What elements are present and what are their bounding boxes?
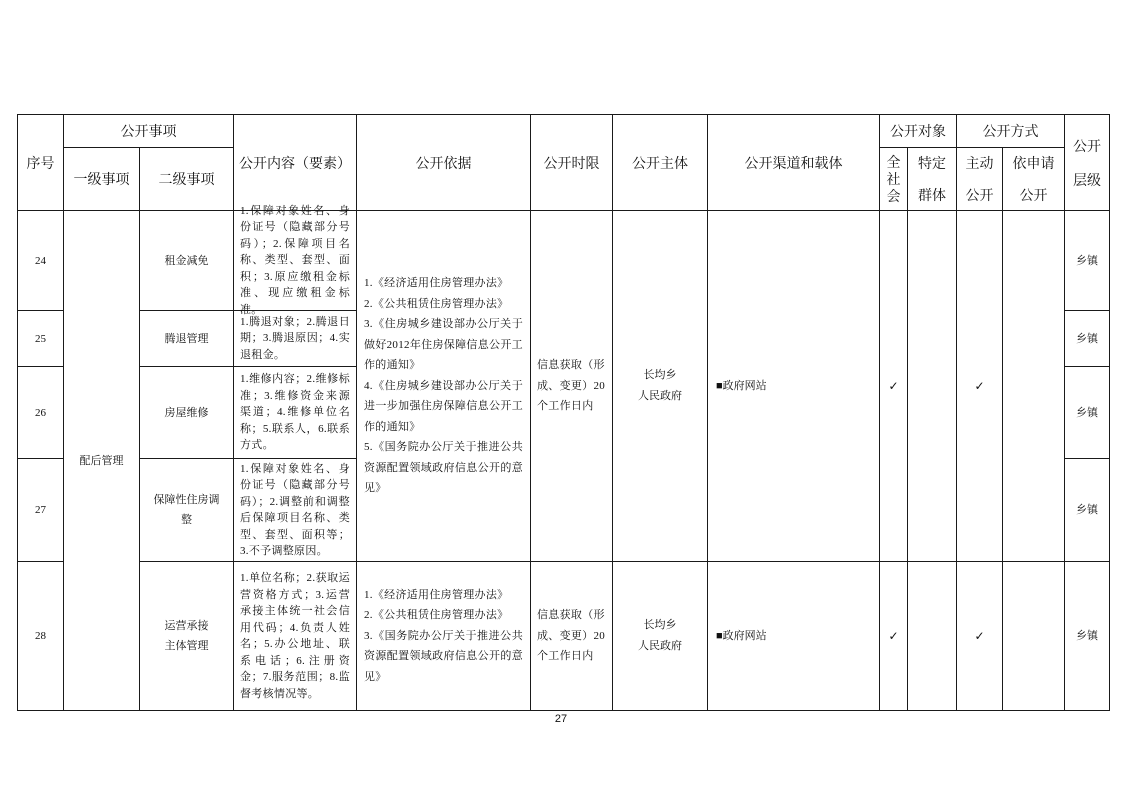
header-mode-active [957, 148, 1003, 211]
row-27-content [234, 459, 357, 562]
row-24-seq [18, 211, 64, 311]
disclosure-table [17, 114, 1110, 711]
row-25-content [234, 311, 357, 367]
level-text: 乡镇 [1076, 332, 1098, 345]
subject-line1: 长均乡 [643, 369, 677, 381]
row-27-level2 [140, 459, 234, 562]
header-mode-request [1003, 148, 1065, 211]
group1-mode-active [957, 211, 1003, 562]
content-text: 1.保障对象姓名、身份证号（隐藏部分号码）；2.调整前和调整后保障项目名称、类型、套型、面积等；3.不予调整原因。 [240, 462, 350, 557]
group2-mode-active [957, 562, 1003, 711]
check-mark-icon: ✓ [974, 379, 985, 393]
header-basis [357, 115, 531, 211]
basis-item: 2.《公共租赁住房管理办法》 [364, 297, 509, 310]
level-text: 乡镇 [1076, 254, 1098, 267]
level-text: 乡镇 [1076, 504, 1098, 516]
row-26-level [1065, 367, 1110, 459]
subject-line2: 人民政府 [638, 390, 682, 402]
header-mode-request-line1: 依申请 [1012, 155, 1055, 171]
group1-audience-specific [908, 211, 957, 562]
header-audience-specific [908, 148, 957, 211]
basis-item: 3.《国务院办公厅关于推进公共资源配置领域政府信息公开的意见》 [364, 629, 523, 683]
header-seq-label: 序号 [26, 154, 55, 171]
group1-subject [613, 211, 708, 562]
subject-line1: 长均乡 [643, 619, 677, 631]
header-time-limit-label: 公开时限 [543, 154, 600, 171]
level-text: 乡镇 [1076, 406, 1098, 419]
header-subject [613, 115, 708, 211]
basis-item: 3.《住房城乡建设部办公厅关于做好2012年住房保障信息公开工作的通知》 [364, 318, 523, 372]
level2-item: 保障性住房调整 [153, 494, 220, 526]
level2-item: 租金减免 [164, 254, 209, 267]
seq-number: 28 [35, 630, 46, 642]
basis-item: 4.《住房城乡建设部办公厅关于进一步加强住房保障信息公开工作的通知》 [364, 379, 523, 433]
header-subject-label: 公开主体 [632, 154, 688, 171]
header-audience-all-label: 全社会 [886, 153, 901, 204]
header-mode-active-line1: 主动 [965, 155, 994, 171]
header-channel [708, 115, 880, 211]
basis-item: 1.《经济适用住房管理办法》 [364, 277, 509, 290]
header-audience-all [880, 148, 908, 211]
level1-item-cell [64, 211, 140, 711]
group1-mode-request [1003, 211, 1065, 562]
header-audience-group [880, 115, 957, 148]
subject-line2: 人民政府 [638, 640, 682, 652]
header-level-line2: 层级 [1073, 171, 1101, 188]
row-25-seq [18, 311, 64, 367]
header-level2 [140, 148, 234, 211]
level-text: 乡镇 [1076, 630, 1098, 642]
header-audience-specific-line1: 特定 [918, 155, 946, 171]
header-mode-active-line2: 公开 [965, 187, 994, 203]
header-level [1065, 115, 1110, 211]
row-24-level2 [140, 211, 234, 311]
group1-basis [357, 211, 531, 562]
header-time-limit [531, 115, 613, 211]
content-text: 1.单位名称；2.获取运营资格方式；3.运营承接主体统一社会信用代码；4.负责人姓名；5.办公地址、联系电话；6.注册资金；7.服务范围；8.监督考核情况等。 [240, 572, 350, 700]
row-28-content [234, 562, 357, 711]
seq-number: 26 [35, 406, 46, 419]
time-limit-text: 信息获取（形成、变更）20个工作日内 [537, 609, 606, 663]
row-28-level2 [140, 562, 234, 711]
header-mode-group [957, 115, 1065, 148]
group2-channel [708, 562, 880, 711]
header-mode-group-label: 公开方式 [982, 123, 1039, 139]
row-28-level [1065, 562, 1110, 711]
group2-basis [357, 562, 531, 711]
group2-audience-specific [908, 562, 957, 711]
header-audience-group-label: 公开对象 [890, 123, 946, 139]
row-24-content [234, 204, 357, 316]
header-audience-specific-line2: 群体 [918, 187, 946, 203]
header-channel-label: 公开渠道和载体 [744, 154, 843, 171]
group2-audience-all [880, 562, 908, 711]
level2-item: 运营承接主体管理 [164, 620, 209, 652]
row-26-seq [18, 367, 64, 459]
group2-mode-request [1003, 562, 1065, 711]
level2-item: 腾退管理 [164, 332, 209, 345]
row-25-level [1065, 311, 1110, 367]
header-item-group [64, 115, 234, 148]
level2-item: 房屋维修 [164, 406, 209, 419]
header-item-group-label: 公开事项 [120, 123, 177, 139]
header-basis-label: 公开依据 [415, 154, 472, 171]
page-number: 27 [554, 713, 568, 725]
content-text: 1.保障对象姓名、身份证号（隐藏部分号码）；2.保障项目名称、类型、套型、面积；3.原应缴租金标准、现应缴租金标准。 [240, 204, 350, 316]
content-text: 1.维修内容；2.维修标准；3.维修资金来源渠道；4.维修单位名称；5.联系人，6.联系方式。 [240, 373, 350, 452]
row-26-content [234, 367, 357, 459]
header-level-line1: 公开 [1073, 137, 1101, 154]
row-24-level [1065, 211, 1110, 311]
basis-item: 1.《经济适用住房管理办法》 [364, 588, 509, 601]
header-content-label: 公开内容（要素） [239, 154, 351, 171]
check-mark-icon: ✓ [888, 629, 899, 643]
level1-item: 配后管理 [79, 454, 124, 467]
check-mark-icon: ✓ [974, 629, 985, 643]
basis-item: 5.《国务院办公厅关于推进公共资源配置领域政府信息公开的意见》 [364, 441, 523, 495]
basis-list [357, 273, 530, 499]
basis-item: 2.《公共租赁住房管理办法》 [364, 609, 509, 622]
seq-number: 25 [35, 332, 46, 345]
channel-text: ■政府网站 [716, 630, 767, 642]
header-seq [18, 115, 64, 211]
group1-audience-all [880, 211, 908, 562]
row-27-level [1065, 459, 1110, 562]
header-mode-request-line2: 公开 [1019, 187, 1048, 203]
seq-number: 24 [35, 254, 46, 267]
content-text: 1.腾退对象；2.腾退日期；3.腾退原因；4.实退租金。 [240, 315, 350, 361]
check-mark-icon: ✓ [888, 379, 899, 393]
header-level1-label: 一级事项 [73, 171, 130, 187]
row-27-seq [18, 459, 64, 562]
header-content [234, 115, 357, 211]
seq-number: 27 [35, 504, 46, 516]
group2-subject [613, 562, 708, 711]
time-limit-text: 信息获取（形成、变更）20个工作日内 [537, 359, 606, 413]
group1-channel [708, 211, 880, 562]
header-level2-label: 二级事项 [158, 171, 215, 187]
channel-text: ■政府网站 [716, 380, 767, 392]
group2-time-limit [531, 562, 613, 711]
group1-time-limit [531, 211, 613, 562]
header-level1 [64, 148, 140, 211]
row-28-seq [18, 562, 64, 711]
row-26-level2 [140, 367, 234, 459]
basis-list [357, 585, 530, 688]
row-25-level2 [140, 311, 234, 367]
